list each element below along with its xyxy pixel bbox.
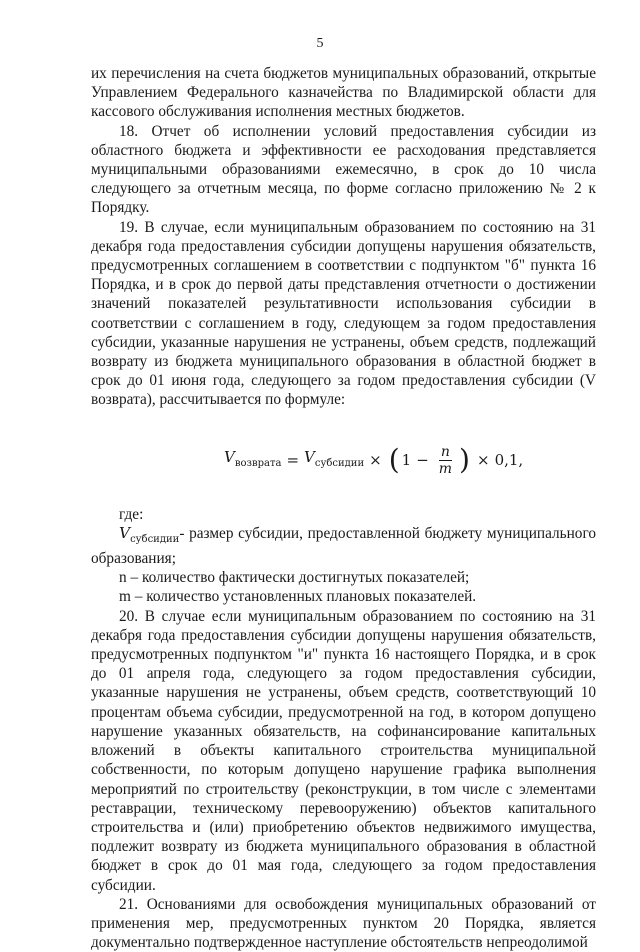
- formula-close-paren: ): [459, 443, 470, 477]
- formula-open-paren: (: [388, 443, 400, 477]
- definition-n: n – количество фактически достигнутых показателей;: [119, 569, 470, 587]
- formula-coefficient: 0,1,: [494, 450, 524, 469]
- paragraph-20: 20. В случае если муниципальным образованием по состоянию на 31 декабря года предоставления субсидии допущены нарушения обязательств, предусмотренных подпунктом "и" пункта 16 настоящего Порядка, и в срок до 01 апреля года, следующего за годом предоставления субсидии, указанные нарушения не устранены, объем средств, соответствующий 10 процентам объема субсидии, предусмотренной на год, в котором допущено нарушение указанных обязательств, на софинансирование капитальных вложений в объекты капитального строительства муниципальной собственности, по которым допущено нарушение графика выполнения мероприятий по строительству (реконструкции, в том числе с элементами реставрации, техническому перевооружению) объектов капитального строительства и (или) приобретению объектов недвижимого имущества, подлежит возврату из бюджета муниципального образования в областной бюджет в срок до 01 мая года, следующего за годом предоставления субсидии.: [91, 607, 596, 894]
- formula-v-subsidy: $V_{субсидии}$: [304, 447, 365, 469]
- where-label: где:: [119, 505, 144, 523]
- formula-expression: [224, 444, 523, 477]
- return-formula: [91, 410, 596, 505]
- formula-minus: −: [416, 450, 429, 469]
- paragraph-18: 18. Отчет об исполнении условий предоставления субсидии из областного бюджета и эффективности ее расходования представляется муниципальными образованиями ежемесячно, в срок до 10 числа следующего за отчетным месяца, по форме согласно приложению № 2 к Порядку.: [91, 122, 596, 217]
- definition-v-subsidy: [91, 524, 596, 568]
- formula-denominator: m: [438, 460, 453, 477]
- formula-equals: =: [286, 450, 300, 469]
- definition-v-text: - размер субсидии, предоставленной бюджету муниципального образования;: [91, 524, 596, 568]
- formula-v-return: $V_{возврата}$: [224, 447, 282, 469]
- definition-m: m – количество установленных плановых показателей.: [119, 588, 477, 606]
- formula-numerator: n: [440, 443, 450, 460]
- formula-times: ×: [369, 450, 382, 469]
- document-body: [91, 64, 596, 952]
- formula-one: 1: [401, 450, 412, 469]
- formula-times-2: ×: [476, 450, 490, 469]
- paragraph-19: 19. В случае, если муниципальным образованием по состоянию на 31 декабря года предоставления субсидии допущены нарушения обязательств, предусмотренных соглашением в соответствии с подпунктом "б" пункта 16 Порядка, и в срок до первой даты представления отчетности о достижении значений показателей результативности использования субсидии в соответствии с соглашением в году, следующем за годом предоставления субсидии, указанные нарушения не устранены, объем средств, подлежащий возврату из бюджета муниципального образования в областной бюджет в срок до 01 июня года, следующего за годом предоставления субсидии (V возврата), рассчитывается по формуле:: [91, 218, 596, 409]
- formula-fraction: [437, 444, 454, 477]
- paragraph-continuation: их перечисления на счета бюджетов муниципальных образований, открытые Управлением Федерального казначейства по Владимирской области для кассового обслуживания исполнения местных бюджетов.: [91, 65, 596, 121]
- definitions: [91, 505, 596, 607]
- definition-v-symbol: $V_{субсидии}$: [119, 523, 180, 545]
- paragraph-21: 21. Основаниями для освобождения муниципальных образований от применения мер, предусмотренных пунктом 20 Порядка, является документально подтвержденное наступление обстоятельств непреодолимой: [91, 895, 596, 952]
- page-number: 5: [316, 36, 324, 51]
